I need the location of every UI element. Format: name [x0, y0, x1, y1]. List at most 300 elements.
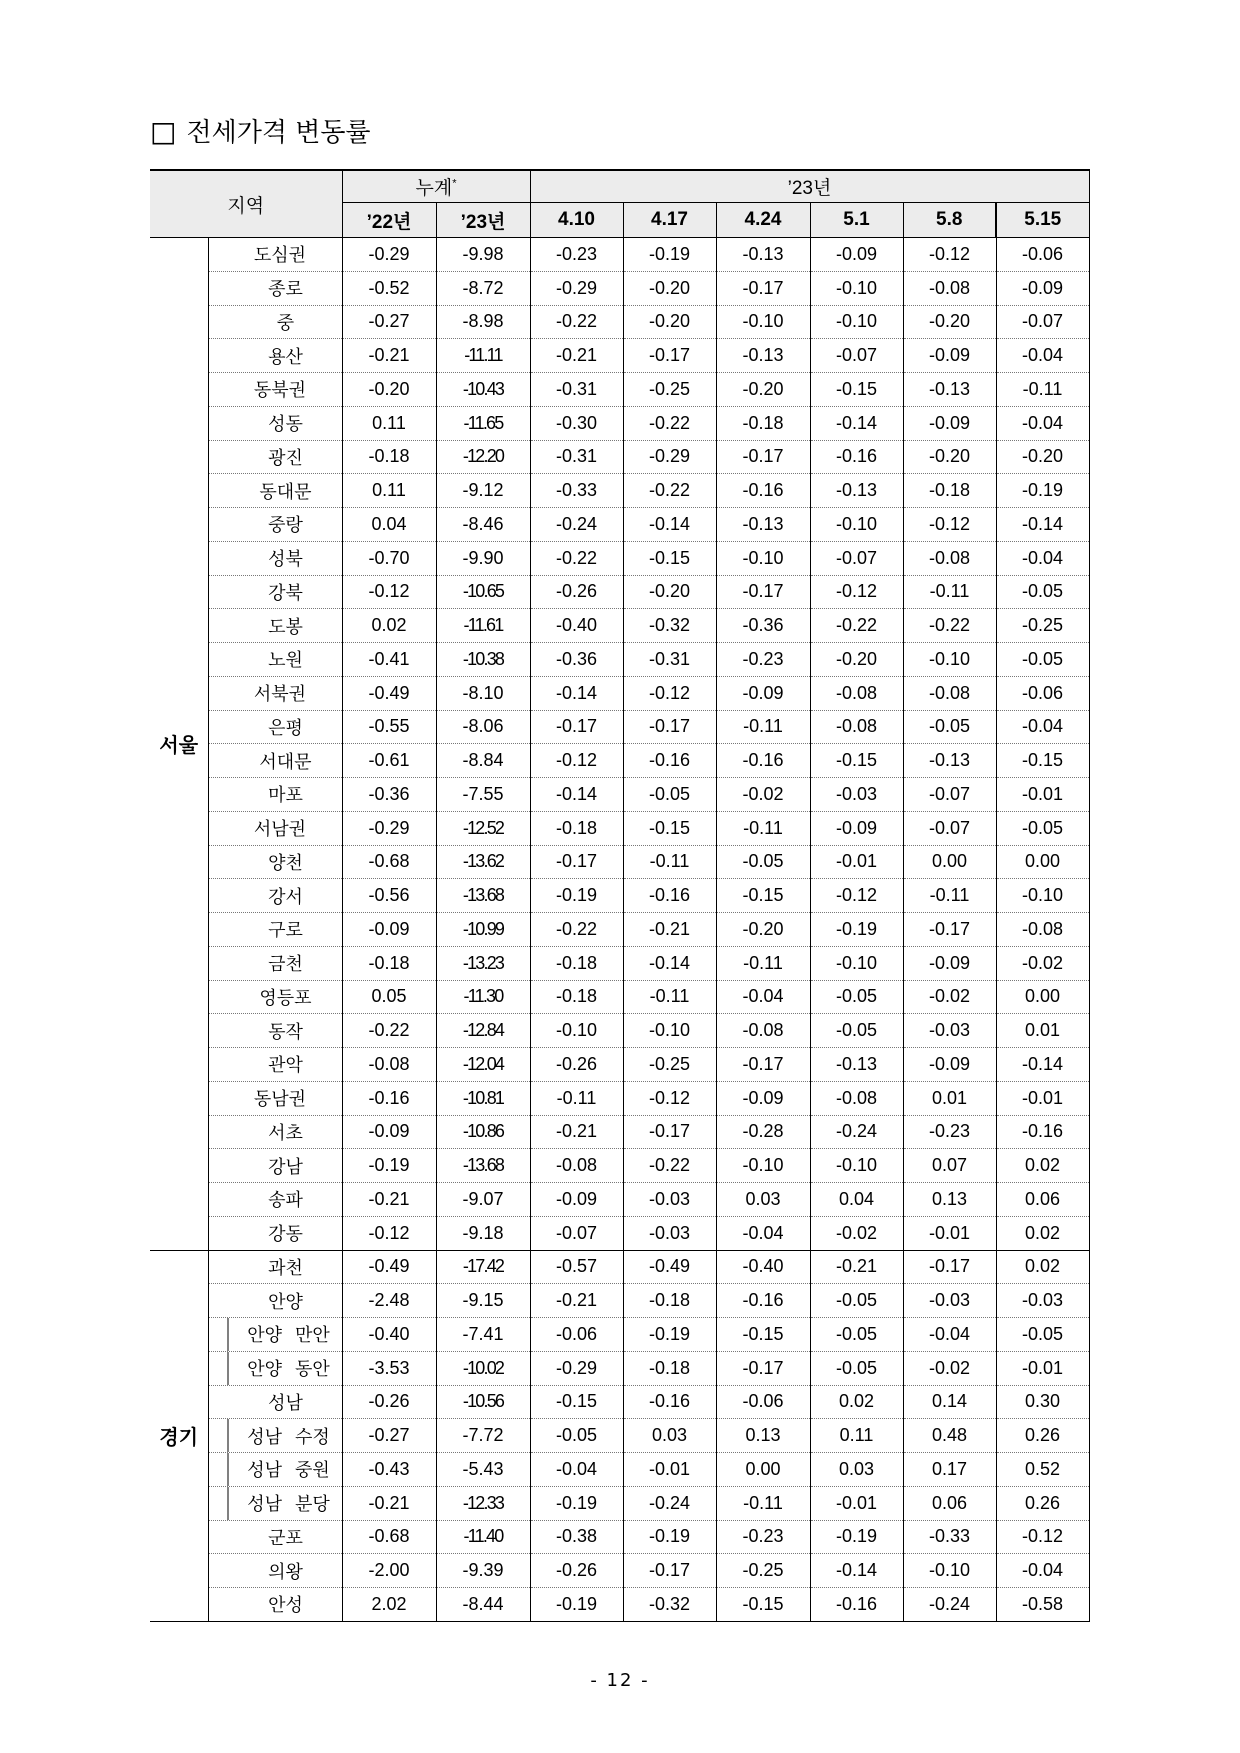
- rate-value: -2.48: [342, 1284, 436, 1318]
- rate-value: -0.33: [530, 474, 623, 508]
- rate-value: -0.26: [530, 1048, 623, 1082]
- region-name: 용산: [208, 339, 342, 373]
- rate-value: -9.07: [436, 1183, 530, 1217]
- region-name: 마포: [208, 778, 342, 812]
- rate-value: -0.29: [342, 238, 436, 272]
- rate-value: -0.07: [903, 778, 996, 812]
- rate-value: -0.07: [810, 541, 903, 575]
- rate-value: -0.10: [903, 1554, 996, 1588]
- rate-value: -0.13: [716, 238, 810, 272]
- rate-value: -0.17: [716, 575, 810, 609]
- rate-value: -0.08: [342, 1048, 436, 1082]
- rate-value: -0.23: [716, 643, 810, 677]
- rate-value: -0.05: [810, 980, 903, 1014]
- rate-value: -0.13: [716, 508, 810, 542]
- rate-value: -0.22: [623, 474, 716, 508]
- table-row: [150, 676, 1089, 710]
- rate-value: -0.29: [530, 1351, 623, 1385]
- region-name: 안양 동안: [208, 1351, 342, 1385]
- rate-value: -0.14: [530, 676, 623, 710]
- rate-value: -2.00: [342, 1554, 436, 1588]
- rate-value: -0.09: [903, 1048, 996, 1082]
- rate-value: -0.27: [342, 1419, 436, 1453]
- header-cumulative: [342, 170, 530, 203]
- rate-value: -0.04: [716, 980, 810, 1014]
- header-col-week-1: 4.10: [530, 203, 623, 238]
- header-col-cumulative-2022: ’22년: [342, 203, 436, 238]
- rate-value: -0.18: [623, 1284, 716, 1318]
- rate-value: -0.01: [996, 1351, 1089, 1385]
- region-name: 서대문: [208, 744, 342, 778]
- rate-value: -0.13: [810, 474, 903, 508]
- rate-value: -0.21: [342, 1183, 436, 1217]
- rate-value: -0.04: [996, 1554, 1089, 1588]
- rate-value: -0.15: [810, 373, 903, 407]
- rate-value: -0.08: [903, 676, 996, 710]
- table-row: [150, 845, 1089, 879]
- rate-value: -0.07: [996, 305, 1089, 339]
- table-row: [150, 913, 1089, 947]
- rate-value: -0.16: [810, 440, 903, 474]
- rate-value: -0.18: [342, 946, 436, 980]
- rate-value: -0.09: [810, 811, 903, 845]
- rate-value: -0.20: [623, 305, 716, 339]
- region-name: 금천: [208, 946, 342, 980]
- rate-value: 0.03: [716, 1183, 810, 1217]
- rate-value: -0.26: [530, 575, 623, 609]
- rate-value: -0.15: [996, 744, 1089, 778]
- table-row: [150, 575, 1089, 609]
- rate-value: 0.06: [903, 1486, 996, 1520]
- rate-value: -0.68: [342, 845, 436, 879]
- table-row: [150, 980, 1089, 1014]
- rate-value: -0.12: [623, 1081, 716, 1115]
- rate-value: -0.14: [810, 1554, 903, 1588]
- rate-value: -0.61: [342, 744, 436, 778]
- table-row: [150, 1554, 1089, 1588]
- table-row: [150, 1216, 1089, 1250]
- table-row: [150, 879, 1089, 913]
- rate-value: -0.03: [623, 1216, 716, 1250]
- region-name: 관악: [208, 1048, 342, 1082]
- rate-value: -10.81: [436, 1081, 530, 1115]
- region-name: 동작: [208, 1014, 342, 1048]
- rate-value: -0.18: [530, 980, 623, 1014]
- rate-value: -0.04: [903, 1318, 996, 1352]
- rate-value: -0.18: [903, 474, 996, 508]
- section-title-text: 전세가격 변동률: [186, 118, 371, 148]
- region-name: 군포: [208, 1520, 342, 1554]
- region-name: 중: [208, 305, 342, 339]
- rate-value: -0.09: [903, 339, 996, 373]
- table-row: [150, 339, 1089, 373]
- rate-value: -0.28: [716, 1115, 810, 1149]
- rate-value: -0.01: [810, 1486, 903, 1520]
- rate-value: -0.08: [530, 1149, 623, 1183]
- rate-value: -0.17: [530, 845, 623, 879]
- region-name: 동남권: [208, 1081, 342, 1115]
- rate-value: -0.57: [530, 1250, 623, 1284]
- rate-value: -0.26: [530, 1554, 623, 1588]
- rate-value: 0.00: [903, 845, 996, 879]
- table-row: [150, 1453, 1089, 1487]
- rate-value: -11.11: [436, 339, 530, 373]
- rate-value: -0.13: [810, 1048, 903, 1082]
- rate-value: -0.41: [342, 643, 436, 677]
- rate-value: -0.10: [903, 643, 996, 677]
- region-name: 강남: [208, 1149, 342, 1183]
- rate-value: -0.31: [530, 440, 623, 474]
- rate-value: -0.11: [996, 373, 1089, 407]
- rate-value: -0.36: [716, 609, 810, 643]
- table-row: [150, 1183, 1089, 1217]
- rate-value: -0.38: [530, 1520, 623, 1554]
- rate-value: -0.23: [716, 1520, 810, 1554]
- rate-value: -0.11: [903, 575, 996, 609]
- rate-value: -0.17: [716, 271, 810, 305]
- section-checkbox-marker: □: [150, 115, 177, 148]
- rate-value: -7.55: [436, 778, 530, 812]
- rate-value: 0.01: [903, 1081, 996, 1115]
- rate-value: -0.18: [342, 440, 436, 474]
- rate-value: -0.08: [716, 1014, 810, 1048]
- rate-value: -0.04: [996, 541, 1089, 575]
- rate-value: -0.09: [716, 1081, 810, 1115]
- rate-value: -0.40: [342, 1318, 436, 1352]
- region-name: 서남권: [208, 811, 342, 845]
- rate-value: -13.68: [436, 879, 530, 913]
- region-name: 안성: [208, 1588, 342, 1622]
- rate-value: -0.22: [530, 913, 623, 947]
- rate-value: -13.62: [436, 845, 530, 879]
- rate-value: -11.65: [436, 406, 530, 440]
- region-name: 의왕: [208, 1554, 342, 1588]
- rate-value: -0.03: [903, 1284, 996, 1318]
- rate-value: 0.13: [716, 1419, 810, 1453]
- rate-value: -10.99: [436, 913, 530, 947]
- rate-value: -0.05: [623, 778, 716, 812]
- rate-value: -0.11: [623, 980, 716, 1014]
- rate-value: -0.16: [623, 879, 716, 913]
- table-row: [150, 508, 1089, 542]
- rate-value: -0.06: [530, 1318, 623, 1352]
- rate-value: -0.16: [810, 1588, 903, 1622]
- rate-value: -8.98: [436, 305, 530, 339]
- rate-value: -0.17: [623, 339, 716, 373]
- rate-value: -0.29: [623, 440, 716, 474]
- rate-value: -0.09: [342, 913, 436, 947]
- rate-value: -0.22: [530, 541, 623, 575]
- rate-value: 0.17: [903, 1453, 996, 1487]
- rate-value: -9.90: [436, 541, 530, 575]
- rate-value: 0.26: [996, 1419, 1089, 1453]
- rate-value: 0.52: [996, 1453, 1089, 1487]
- rate-value: -0.05: [810, 1318, 903, 1352]
- rate-value: -0.01: [996, 778, 1089, 812]
- table-row: [150, 440, 1089, 474]
- rate-value: -12.84: [436, 1014, 530, 1048]
- rate-value: -0.14: [530, 778, 623, 812]
- rate-value: -0.16: [996, 1115, 1089, 1149]
- region-name: 성남 수정: [208, 1419, 342, 1453]
- table-row: [150, 1318, 1089, 1352]
- rate-value: -0.24: [903, 1588, 996, 1622]
- rate-value: -0.05: [810, 1014, 903, 1048]
- region-name: 성동: [208, 406, 342, 440]
- table-row: [150, 744, 1089, 778]
- rate-value: -9.98: [436, 238, 530, 272]
- region-name: 과천: [208, 1250, 342, 1284]
- rate-value: -0.18: [530, 811, 623, 845]
- region-name: 성남: [208, 1385, 342, 1419]
- rate-value: -0.52: [342, 271, 436, 305]
- table-row: [150, 1284, 1089, 1318]
- region-group-label: 서울: [150, 238, 208, 1251]
- rate-value: -0.25: [623, 373, 716, 407]
- rate-value: 0.02: [342, 609, 436, 643]
- region-name: 송파: [208, 1183, 342, 1217]
- rate-value: 0.02: [996, 1216, 1089, 1250]
- rate-value: -0.24: [810, 1115, 903, 1149]
- rate-value: -0.10: [623, 1014, 716, 1048]
- rate-value: -0.23: [903, 1115, 996, 1149]
- rate-value: -0.19: [623, 1318, 716, 1352]
- rate-value: -0.08: [903, 541, 996, 575]
- table-row: [150, 474, 1089, 508]
- table-row: [150, 946, 1089, 980]
- rate-value: -0.58: [996, 1588, 1089, 1622]
- rate-value: -0.19: [530, 879, 623, 913]
- rate-value: -0.04: [530, 1453, 623, 1487]
- table-row: [150, 1048, 1089, 1082]
- rate-value: -0.25: [996, 609, 1089, 643]
- rate-value: -0.33: [903, 1520, 996, 1554]
- rate-value: -12.33: [436, 1486, 530, 1520]
- rate-value: -10.43: [436, 373, 530, 407]
- rate-value: -0.14: [623, 508, 716, 542]
- rate-value: -0.01: [996, 1081, 1089, 1115]
- rate-value: -0.21: [623, 913, 716, 947]
- rate-value: -0.49: [623, 1250, 716, 1284]
- rate-value: -0.31: [623, 643, 716, 677]
- region-name: 안양 만안: [208, 1318, 342, 1352]
- rate-value: -0.12: [903, 508, 996, 542]
- rate-value: -0.13: [903, 744, 996, 778]
- header-col-week-4: 5.1: [810, 203, 903, 238]
- rate-value: -0.05: [903, 710, 996, 744]
- table-row: [150, 1149, 1089, 1183]
- rate-value: -0.04: [716, 1216, 810, 1250]
- rate-value: -0.04: [996, 710, 1089, 744]
- table-row: [150, 1351, 1089, 1385]
- header-row-top: [150, 170, 1089, 203]
- rate-value: -0.13: [716, 339, 810, 373]
- rate-value: -0.09: [342, 1115, 436, 1149]
- rate-value: -0.05: [996, 575, 1089, 609]
- rate-value: -0.21: [342, 339, 436, 373]
- rate-value: -9.12: [436, 474, 530, 508]
- rate-value: -0.40: [530, 609, 623, 643]
- rate-value: -0.02: [996, 946, 1089, 980]
- rate-value: 0.00: [716, 1453, 810, 1487]
- rate-value: -0.21: [342, 1486, 436, 1520]
- rate-value: -0.05: [716, 845, 810, 879]
- rate-value: -5.43: [436, 1453, 530, 1487]
- rate-value: -0.09: [996, 271, 1089, 305]
- region-name: 강서: [208, 879, 342, 913]
- rate-value: -0.11: [716, 946, 810, 980]
- rate-value: -0.12: [530, 744, 623, 778]
- rate-value: -9.15: [436, 1284, 530, 1318]
- rate-value: -8.06: [436, 710, 530, 744]
- rate-value: -0.08: [810, 676, 903, 710]
- rate-value: -0.16: [716, 1284, 810, 1318]
- region-name: 은평: [208, 710, 342, 744]
- rate-value: 0.04: [342, 508, 436, 542]
- rate-value: -0.20: [342, 373, 436, 407]
- rate-value: -9.18: [436, 1216, 530, 1250]
- rate-value: -0.21: [530, 339, 623, 373]
- rate-value: -0.05: [996, 643, 1089, 677]
- rate-value: -13.68: [436, 1149, 530, 1183]
- rate-value: -0.11: [623, 845, 716, 879]
- rate-value: -0.11: [716, 1486, 810, 1520]
- rate-value: -0.06: [996, 676, 1089, 710]
- rate-value: -0.05: [996, 1318, 1089, 1352]
- region-name: 성남 중원: [208, 1453, 342, 1487]
- region-name: 노원: [208, 643, 342, 677]
- header-cumulative-label: 누계: [415, 178, 453, 199]
- rate-value: -0.13: [903, 373, 996, 407]
- rate-value: -0.15: [623, 811, 716, 845]
- rate-value: -0.04: [996, 339, 1089, 373]
- rate-value: -0.15: [530, 1385, 623, 1419]
- rate-value: -0.32: [623, 1588, 716, 1622]
- rate-value: -0.19: [623, 238, 716, 272]
- rate-value: 0.07: [903, 1149, 996, 1183]
- rate-value: -0.20: [903, 305, 996, 339]
- table-row: [150, 1014, 1089, 1048]
- table-row: [150, 541, 1089, 575]
- rate-value: -0.01: [623, 1453, 716, 1487]
- rate-value: 0.05: [342, 980, 436, 1014]
- rate-value: -0.12: [903, 238, 996, 272]
- table-row: [150, 305, 1089, 339]
- region-name: 성남 분당: [208, 1486, 342, 1520]
- rate-value: -0.10: [530, 1014, 623, 1048]
- table-row: [150, 1520, 1089, 1554]
- rate-value: -0.20: [716, 373, 810, 407]
- rate-value: -9.39: [436, 1554, 530, 1588]
- rate-value: -10.86: [436, 1115, 530, 1149]
- rate-value: -0.03: [810, 778, 903, 812]
- header-weekly-year: ’23년: [530, 170, 1089, 203]
- rate-value: -0.17: [716, 440, 810, 474]
- header-col-week-6: 5.15: [996, 203, 1089, 238]
- region-name: 광진: [208, 440, 342, 474]
- rate-value: -0.08: [996, 913, 1089, 947]
- rate-value: -0.02: [903, 1351, 996, 1385]
- table-row: [150, 1419, 1089, 1453]
- rate-value: -8.46: [436, 508, 530, 542]
- rate-value: -10.56: [436, 1385, 530, 1419]
- rate-value: -0.22: [623, 406, 716, 440]
- rate-value: -7.72: [436, 1419, 530, 1453]
- rate-value: -0.02: [903, 980, 996, 1014]
- rate-value: -0.11: [903, 879, 996, 913]
- rate-value: -0.55: [342, 710, 436, 744]
- rate-value: -0.09: [716, 676, 810, 710]
- rate-value: -0.17: [716, 1048, 810, 1082]
- region-name: 안양: [208, 1284, 342, 1318]
- rate-value: -0.30: [530, 406, 623, 440]
- rate-value: -0.03: [996, 1284, 1089, 1318]
- rate-value: -0.10: [810, 946, 903, 980]
- rate-value: 0.48: [903, 1419, 996, 1453]
- rate-value: -11.30: [436, 980, 530, 1014]
- rate-value: -0.17: [903, 1250, 996, 1284]
- rate-value: -0.05: [810, 1351, 903, 1385]
- rate-value: -0.22: [903, 609, 996, 643]
- rate-value: -0.15: [716, 1588, 810, 1622]
- rate-value: -0.16: [716, 474, 810, 508]
- table-row: [150, 811, 1089, 845]
- rate-value: -0.20: [623, 271, 716, 305]
- rate-value: -0.09: [530, 1183, 623, 1217]
- rate-value: -8.44: [436, 1588, 530, 1622]
- rate-value: -0.20: [716, 913, 810, 947]
- rate-value: 0.04: [810, 1183, 903, 1217]
- rate-value: -0.16: [342, 1081, 436, 1115]
- rate-value: -0.10: [996, 879, 1089, 913]
- table-row: [150, 238, 1089, 272]
- rate-value: 0.30: [996, 1385, 1089, 1419]
- rate-value: -0.12: [996, 1520, 1089, 1554]
- rate-value: -0.05: [530, 1419, 623, 1453]
- rate-value: -8.72: [436, 271, 530, 305]
- rate-value: -0.14: [623, 946, 716, 980]
- rate-value: -0.19: [810, 913, 903, 947]
- rate-value: -10.02: [436, 1351, 530, 1385]
- region-group-label: 경기: [150, 1250, 208, 1621]
- rate-value: -0.22: [530, 305, 623, 339]
- region-name: 서초: [208, 1115, 342, 1149]
- rate-value: -0.70: [342, 541, 436, 575]
- rate-value: -0.25: [716, 1554, 810, 1588]
- rate-value: -0.68: [342, 1520, 436, 1554]
- table-row: [150, 710, 1089, 744]
- region-name: 도심권: [208, 238, 342, 272]
- rate-value: -0.07: [810, 339, 903, 373]
- rate-value: -11.61: [436, 609, 530, 643]
- rate-value: -0.22: [810, 609, 903, 643]
- region-name: 서북권: [208, 676, 342, 710]
- rate-value: -0.05: [996, 811, 1089, 845]
- rate-value: -0.04: [996, 406, 1089, 440]
- rate-value: -0.16: [623, 744, 716, 778]
- rate-value: -0.01: [810, 845, 903, 879]
- rate-value: -0.14: [996, 1048, 1089, 1082]
- region-name: 양천: [208, 845, 342, 879]
- rate-value: -0.12: [810, 575, 903, 609]
- rate-value: -0.21: [810, 1250, 903, 1284]
- rate-value: -0.18: [530, 946, 623, 980]
- rate-value: -0.10: [716, 305, 810, 339]
- rate-value: 0.11: [810, 1419, 903, 1453]
- rate-value: -8.84: [436, 744, 530, 778]
- table-row: [150, 373, 1089, 407]
- rate-value: -0.05: [810, 1284, 903, 1318]
